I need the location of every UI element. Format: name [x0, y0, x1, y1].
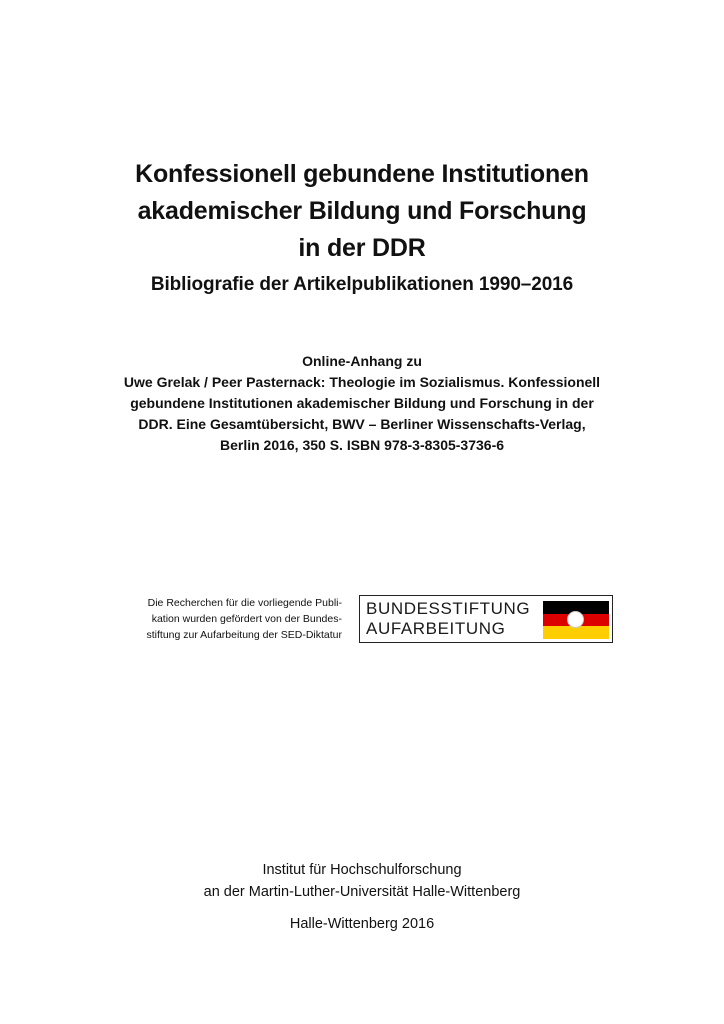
german-flag-icon: [543, 601, 609, 639]
subtitle: Bibliografie der Artikelpublikationen 1990–2016: [150, 274, 574, 295]
flag-stripe-gold: [543, 626, 609, 639]
funding-notice: [60, 595, 664, 647]
institute-name: Institut für Hochschulforschung: [262, 862, 462, 878]
annex-line-4: DDR. Eine Gesamtübersicht, BWV – Berliner Wissenschafts-Verlag,: [138, 416, 586, 432]
bundesstiftung-logo: [359, 595, 613, 643]
place-year: Halle-Wittenberg 2016: [289, 916, 435, 932]
institute-university: an der Martin-Luther-Universität Halle-Wittenberg: [203, 884, 521, 900]
online-annex-note: [60, 351, 664, 456]
annex-line-3: gebundene Institutionen akademischer Bildung und Forschung in der: [130, 395, 594, 411]
flag-hole-icon: [567, 611, 584, 628]
logo-line-2: AUFARBEITUNG: [366, 619, 506, 638]
logo-text: [366, 599, 530, 639]
funding-text: [60, 595, 342, 643]
logo-line-1: BUNDESSTIFTUNG: [366, 599, 531, 618]
title-line-1: Konfessionell gebundene Institutionen: [135, 160, 589, 188]
annex-line-5: Berlin 2016, 350 S. ISBN 978-3-8305-3736-6: [219, 437, 505, 453]
funding-line-2: kation wurden gefördert von der Bundes-: [151, 613, 342, 625]
title-block: [60, 156, 664, 299]
publisher-block: [60, 859, 664, 935]
title-line-2: akademischer Bildung und Forschung: [137, 197, 587, 225]
funding-line-3: stiftung zur Aufarbeitung der SED-Diktatur: [146, 629, 342, 641]
funding-line-1: Die Recherchen für die vorliegende Publi-: [147, 597, 342, 609]
title-line-3: in der DDR: [298, 234, 426, 262]
annex-line-1: Online-Anhang zu: [302, 353, 422, 369]
annex-line-2: Uwe Grelak / Peer Pasternack: Theologie im Sozialismus. Konfessionell: [123, 374, 601, 390]
